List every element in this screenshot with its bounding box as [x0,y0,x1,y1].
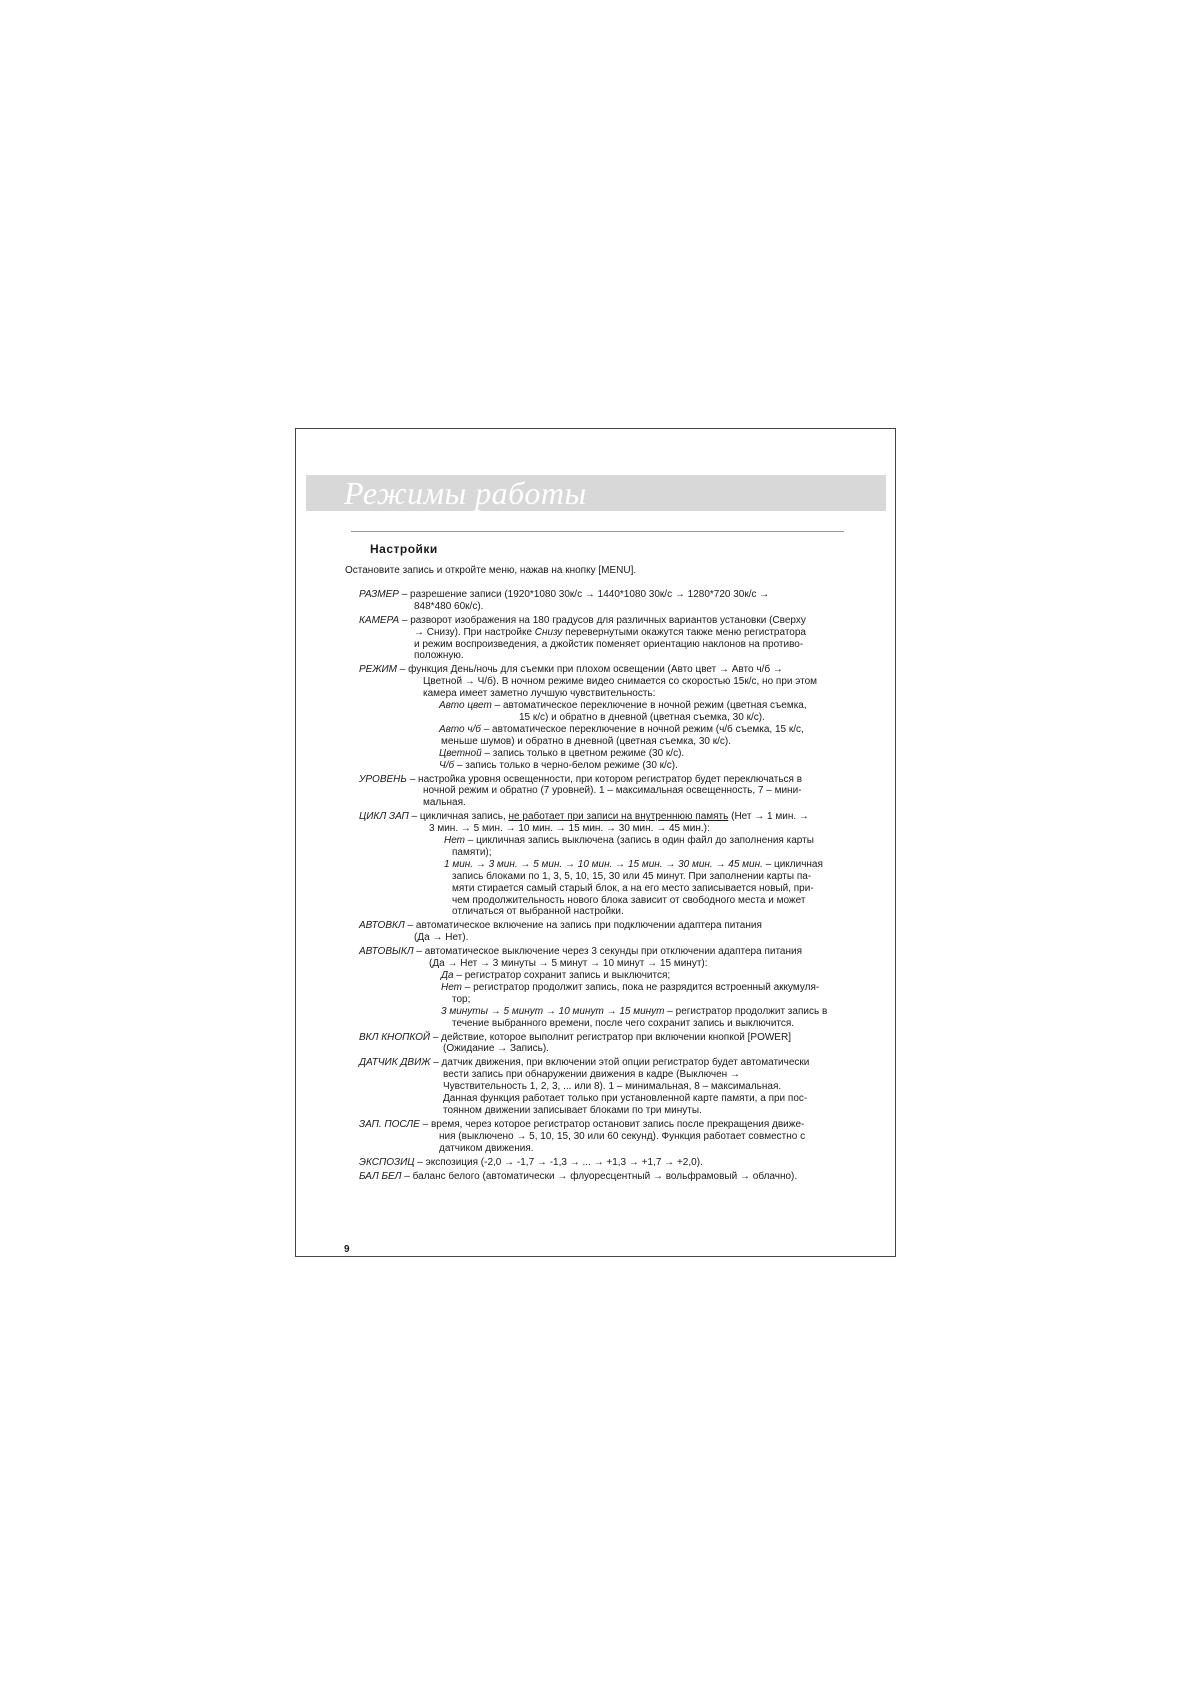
setting-term: ЦИКЛ ЗАП [359,811,409,823]
intro-text: Остановите запись и откройте меню, нажав на кнопку [MENU]. [345,565,637,576]
setting-term: УРОВЕНЬ [359,773,407,785]
setting-term: АВТОВКЛ [359,920,405,932]
setting-term: ДАТЧИК ДВИЖ [359,1057,431,1069]
setting-uroven: УРОВЕНЬ – настройка уровня освещенности, при котором регистратор будет переключаться в ночной режим и обратно (7 уровней). 1 – максимальная освещенность, 7 – мини- мальная. [359,773,803,809]
page-number: 9 [344,1244,350,1255]
setting-avtovkl: АВТОВКЛ – автоматическое включение на запись при подключении адаптера питания (Да → Нет). [359,920,762,944]
setting-term: РЕЖИМ [359,664,397,676]
setting-term: ЭКСПОЗИЦ [359,1156,415,1168]
setting-vkl-knopkoy: ВКЛ КНОПКОЙ – действие, которое выполнит регистратор при включении кнопкой [POWER] (Ожидание → Запись). [359,1031,791,1055]
setting-term: КАМЕРА [359,614,400,626]
setting-ekspozic: ЭКСПОЗИЦ – экспозиция (-2,0 → -1,7 → -1,3 → ... → +1,3 → +1,7 → +2,0). [359,1156,703,1168]
setting-term: ВКЛ КНОПКОЙ [359,1031,431,1043]
setting-term: ЗАП. ПОСЛЕ [359,1118,420,1130]
setting-term: АВТОВЫКЛ [359,946,414,958]
setting-razmer: РАЗМЕР – разрешение записи (1920*1080 30к/с → 1440*1080 30к/с → 1280*720 30к/с → 848*480 60к/с). [359,588,770,612]
manual-page [295,428,896,1257]
setting-avtovykl: АВТОВЫКЛ – автоматическое выключение через 3 секунды при отключении адаптера питания (Да → Нет → 3 минуты → 5 минут → 10 минут → 15 минут): Да – регистратор сохранит запись и выключится; Нет – регистратор продолжит запись, пока не разрядится встроенный аккумуля- тор; 3 минуты → 5 минут → 10 минут → 15 минут – регистратор продолжит запись в течение выбранного времени, после чего сохранит запись и выключится. [359,946,828,1029]
page-title: Режимы работы [344,475,587,511]
setting-cikl: ЦИКЛ ЗАП – цикличная запись, не работает при записи на внутреннюю память (Нет → 1 мин. → 3 мин. → 5 мин. → 10 мин. → 15 мин. → 30 мин. → 45 мин.): Нет – цикличная запись выключена (запись в один файл до заполнения карты памяти); 1 мин. → 3 мин. → 5 мин. → 10 мин. → 15 мин. → 30 мин. → 45 мин. – цикличная запись блоками по 1, 3, 5, 10, 15, 30 или 45 минут. При заполнении карты па- мяти стирается самый старый блок, а на его место записывается новый, при- чем продолжительность нового блока зависит от свободного места и может отличаться от выбранной настройки. [359,811,823,918]
section-heading: Настройки [370,542,438,556]
setting-term: РАЗМЕР [359,588,399,600]
divider [351,531,844,532]
title-banner [306,475,886,511]
setting-kamera: КАМЕРА – разворот изображения на 180 градусов для различных вариантов установки (Сверху → Снизу). При настройке Снизу перевернутыми окажутся также меню регистратора и режим воспроизведения, а джойстик поменяет ориентацию наклонов на противо- положную. [359,614,806,662]
setting-term: БАЛ БЕЛ [359,1170,402,1182]
setting-datchik: ДАТЧИК ДВИЖ – датчик движения, при включении этой опции регистратор будет автоматически вести запись при обнаружении движения в кадре (Выключен → Чувствительность 1, 2, 3, ... или 8). 1 – минимальная, 8 – максимальная. Данная функция работает только при установленной карте памяти, а при пос- тоянном движении записывает блоками по три минуты. [359,1057,810,1116]
settings-body [345,565,885,1184]
setting-bal-bel: БАЛ БЕЛ – баланс белого (автоматически → флуоресцентный → вольфрамовый → облачно). [359,1170,798,1182]
setting-zap-posle: ЗАП. ПОСЛЕ – время, через которое регистратор остановит запись после прекращения движе- ния (выключено → 5, 10, 15, 30 или 60 секунд). Функция работает совместно с датчиком движения. [359,1118,806,1154]
setting-rezhim: РЕЖИМ – функция День/ночь для съемки при плохом освещении (Авто цвет → Авто ч/б → Цветной → Ч/б). В ночном режиме видео снимается со скоростью 15к/с, но при этом камера имеет заметно лучшую чувствительность: Авто цвет – автоматическое переключение в ночной режим (цветная съемка, 15 к/с) и обратно в дневной (цветная съемка, 30 к/с). Авто ч/б – автоматическое переключение в ночной режим (ч/б съемка, 15 к/с, меньше шумов) и обратно в дневной (цветная съемка, 30 к/с). Цветной – запись только в цветном режиме (30 к/с). Ч/б – запись только в черно-белом режиме (30 к/с). [359,664,818,771]
